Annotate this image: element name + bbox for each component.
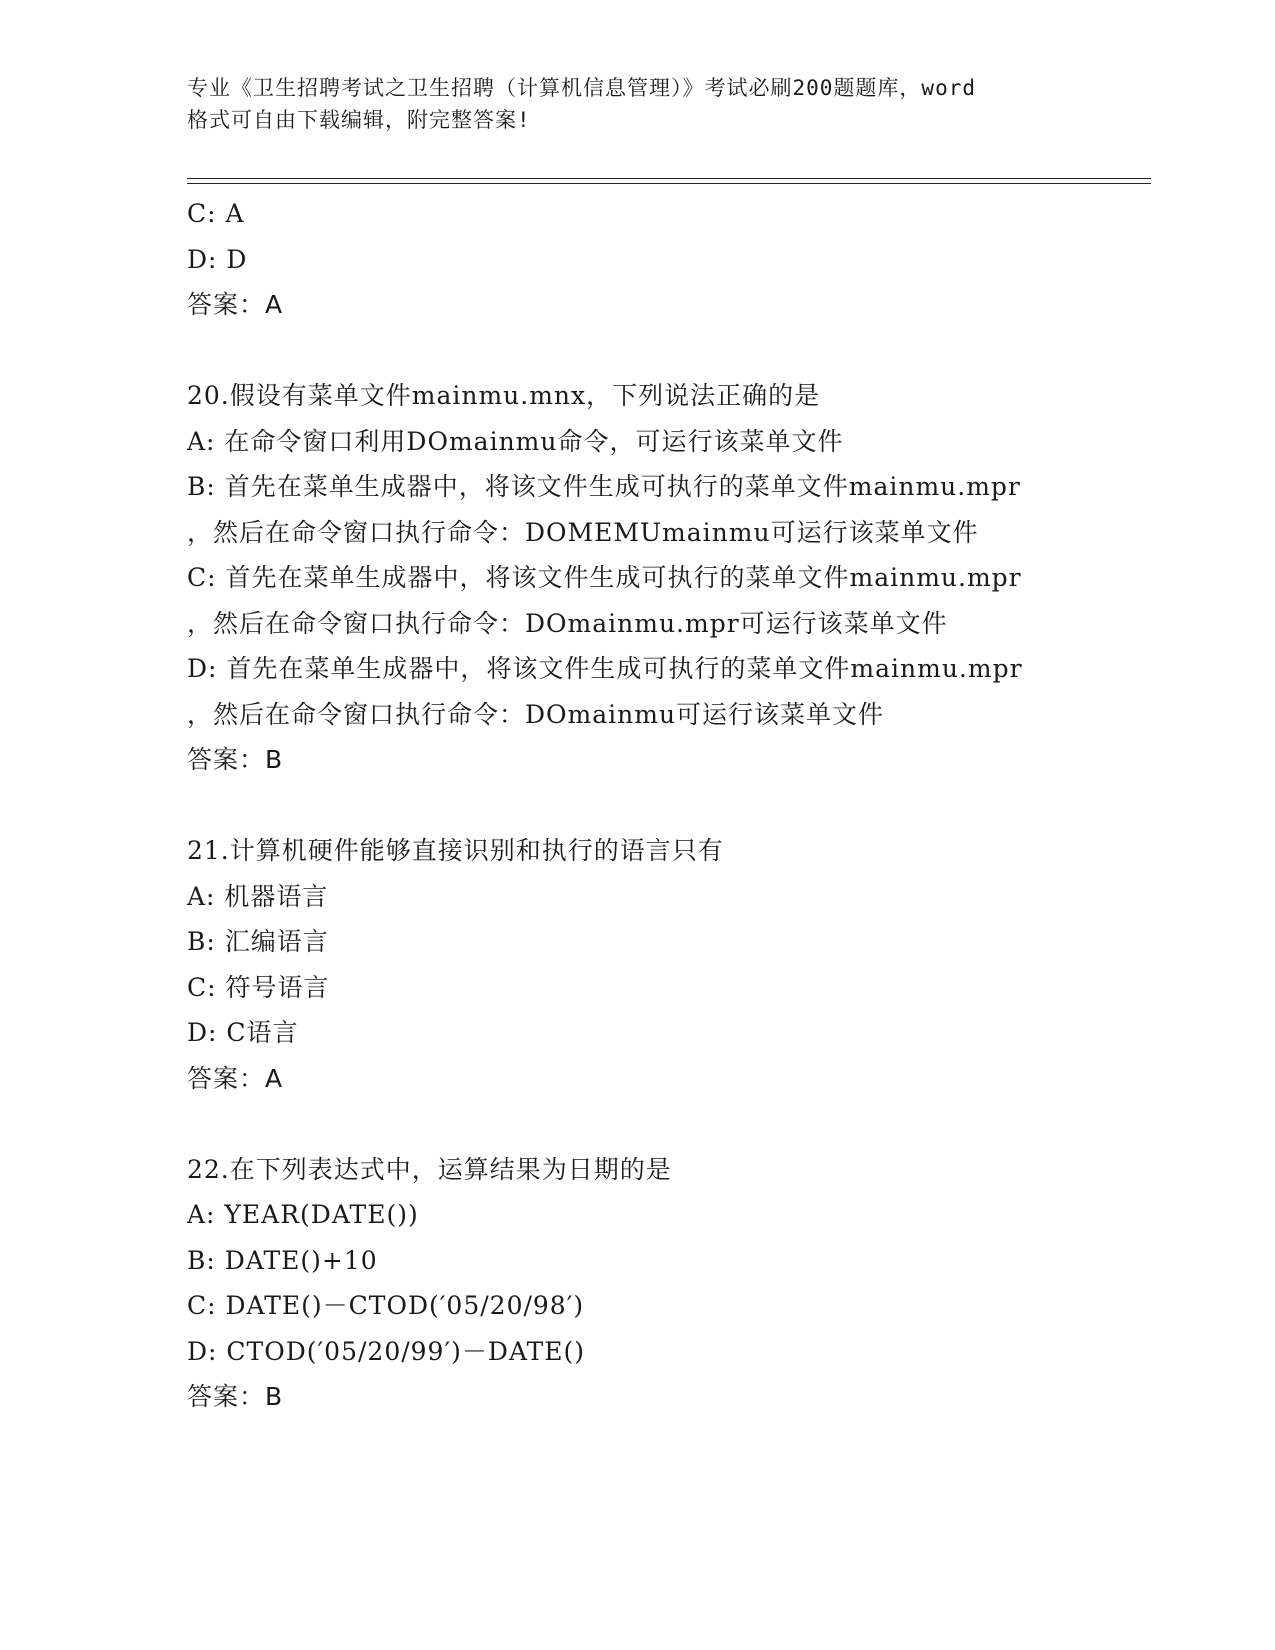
question-21 xyxy=(187,828,1147,1101)
answer-line: 答案：A xyxy=(187,290,284,319)
question-22 xyxy=(187,1147,1147,1420)
option-d: D: CTOD(′05/20/99′)－DATE() xyxy=(187,1336,586,1366)
option-b-continued: ，然后在命令窗口执行命令：DOMEMUmainmu可运行该菜单文件 xyxy=(187,517,979,547)
option-d-continued: ，然后在命令窗口执行命令：DOmainmu可运行该菜单文件 xyxy=(187,699,885,729)
question-spacer xyxy=(187,783,1147,829)
option-a: A: YEAR(DATE()) xyxy=(187,1200,419,1229)
option-c: C: 符号语言 xyxy=(187,972,330,1002)
answer-line: 答案：B xyxy=(187,1382,284,1411)
option-c: C: A xyxy=(187,199,245,228)
question-20 xyxy=(187,373,1147,783)
option-c-continued: ，然后在命令窗口执行命令：DOmainmu.mpr可运行该菜单文件 xyxy=(187,608,948,638)
question-19-tail xyxy=(187,191,1147,328)
question-list xyxy=(187,191,1147,1420)
option-c: C: 首先在菜单生成器中，将该文件生成可执行的菜单文件mainmu.mpr xyxy=(187,563,1022,592)
option-b: B: DATE()+10 xyxy=(187,1245,378,1275)
option-b: B: 首先在菜单生成器中，将该文件生成可执行的菜单文件mainmu.mpr xyxy=(187,472,1021,501)
option-c: C: DATE()－CTOD(′05/20/98′) xyxy=(187,1291,585,1320)
question-stem: 20.假设有菜单文件mainmu.mnx，下列说法正确的是 xyxy=(187,381,821,410)
question-spacer xyxy=(187,328,1147,374)
answer-line: 答案：A xyxy=(187,1063,284,1093)
document-header xyxy=(187,72,1087,136)
header-line-1: 专业《卫生招聘考试之卫生招聘（计算机信息管理）》考试必刷200题题库，word xyxy=(187,76,976,100)
option-d: D: C语言 xyxy=(187,1018,299,1047)
option-a: A: 机器语言 xyxy=(187,881,329,911)
option-b: B: 汇编语言 xyxy=(187,927,329,956)
header-line-2: 格式可自由下载编辑，附完整答案! xyxy=(187,108,531,132)
header-divider-top xyxy=(187,178,1151,179)
header-divider-bottom xyxy=(187,183,1151,184)
option-d: D: 首先在菜单生成器中，将该文件生成可执行的菜单文件mainmu.mpr xyxy=(187,654,1023,683)
question-stem: 21.计算机硬件能够直接识别和执行的语言只有 xyxy=(187,836,724,865)
option-d: D: D xyxy=(187,244,248,274)
answer-line: 答案：B xyxy=(187,745,284,774)
option-a: A: 在命令窗口利用DOmainmu命令，可运行该菜单文件 xyxy=(187,426,844,456)
question-stem: 22.在下列表达式中，运算结果为日期的是 xyxy=(187,1154,672,1184)
question-spacer xyxy=(187,1101,1147,1147)
